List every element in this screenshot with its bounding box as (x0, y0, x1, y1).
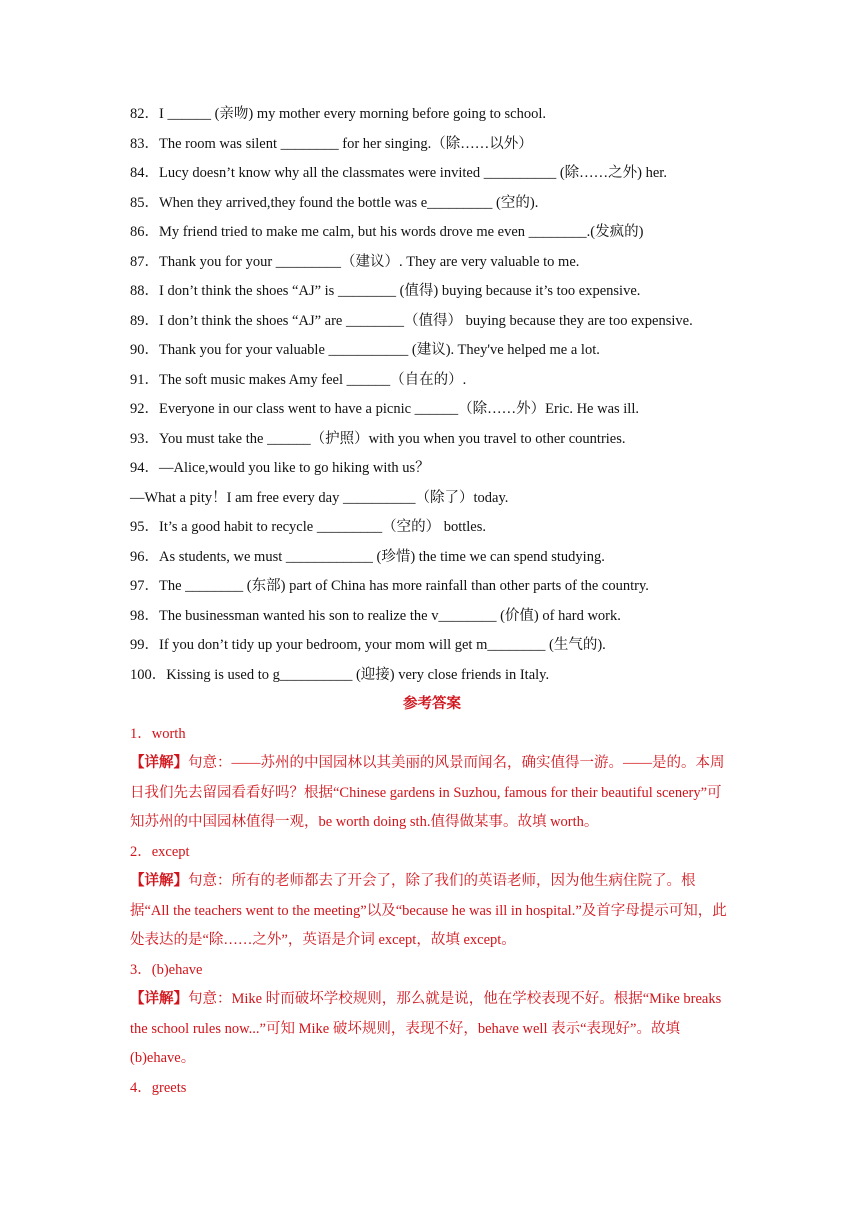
question-item: 100．Kissing is used to g__________ (迎接) very close friends in Italy. (130, 666, 550, 683)
question-item: 99．If you don’t tidy up your bedroom, your mom will get m________ (生气的). (130, 637, 606, 653)
answer-explanation (130, 867, 734, 956)
question-item: 90．Thank you for your valuable ___________ (建议). They've helped me a lot. (130, 342, 600, 358)
explanation-tag: 【详解】 (130, 991, 188, 1007)
answers-heading: 参考答案 (403, 696, 461, 712)
question-item: 92．Everyone in our class went to have a picnic ______（除……外）Eric. He was ill. (130, 401, 639, 417)
question-item: —What a pity！I am free every day __________（除了）today. (130, 489, 509, 506)
question-item: 82．I ______ (亲吻) my mother every morning before going to school. (130, 106, 546, 122)
question-item: 96．As students, we must ____________ (珍惜) the time we can spend studying. (130, 548, 605, 565)
explanation-tag: 【详解】 (130, 873, 188, 889)
explanation-tag: 【详解】 (130, 755, 188, 771)
question-item: 93．You must take the ______（护照）with you when you travel to other countries. (130, 430, 626, 447)
question-item: 95．It’s a good habit to recycle _________（空的） bottles. (130, 519, 487, 535)
question-item: 94．—Alice,would you like to go hiking with us？ (130, 460, 430, 476)
question-item: 87．Thank you for your _________（建议）. They are very valuable to me. (130, 253, 580, 270)
question-item: 85．When they arrived,they found the bottle was e_________ (空的). (130, 194, 539, 211)
answer-item: 3．(b)ehave (130, 961, 203, 978)
answer-list (130, 720, 734, 1104)
question-item: 97．The ________ (东部) part of China has more rainfall than other parts of the country. (130, 578, 649, 594)
question-list (130, 100, 734, 690)
question-item: 84．Lucy doesn’t know why all the classmates were invited __________ (除……之外) her. (130, 165, 667, 181)
answer-item: 1．worth (130, 725, 186, 742)
question-item: 89．I don’t think the shoes “AJ” are ________（值得） buying because they are too expensive. (130, 312, 693, 329)
answer-item: 2．except (130, 843, 190, 860)
question-item: 98．The businessman wanted his son to realize the v________ (价值) of hard work. (130, 607, 621, 624)
explanation-text: 句意：Mike 时而破坏学校规则，那么就是说，他在学校表现不好。根据“Mike breaks the school rules now...”可知 Mike 破坏规则，表现不好，behave well 表示“表现好”。故填(b)ehave。 (130, 991, 722, 1066)
document-content (130, 100, 734, 1103)
explanation-text: 句意：所有的老师都去了开会了，除了我们的英语老师，因为他生病住院了。根据“All the teachers went to the meeting”以及“because he was ill in hospital.”及首字母提示可知，此处表达的是“除……之外”，英语是介词 except，故填 except。 (130, 873, 727, 948)
explanation-text: 句意：——苏州的中国园林以其美丽的风景而闻名，确实值得一游。——是的。本周日我们先去留园看看好吗？根据“Chinese gardens in Suzhou, famous for their beautiful scenery”可知苏州的中国园林值得一观，be worth doing sth.值得做某事。故填 worth。 (130, 755, 725, 830)
answer-item: 4．greets (130, 1079, 187, 1096)
question-item: 91．The soft music makes Amy feel ______（自在的）. (130, 371, 467, 388)
question-item: 88．I don’t think the shoes “AJ” is ________ (值得) buying because it’s too expensive. (130, 283, 641, 299)
question-item: 86．My friend tried to make me calm, but his words drove me even ________.(发疯的) (130, 224, 644, 240)
question-item: 83．The room was silent ________ for her singing.（除……以外） (130, 135, 533, 152)
answer-explanation (130, 985, 734, 1074)
answer-explanation (130, 749, 734, 838)
